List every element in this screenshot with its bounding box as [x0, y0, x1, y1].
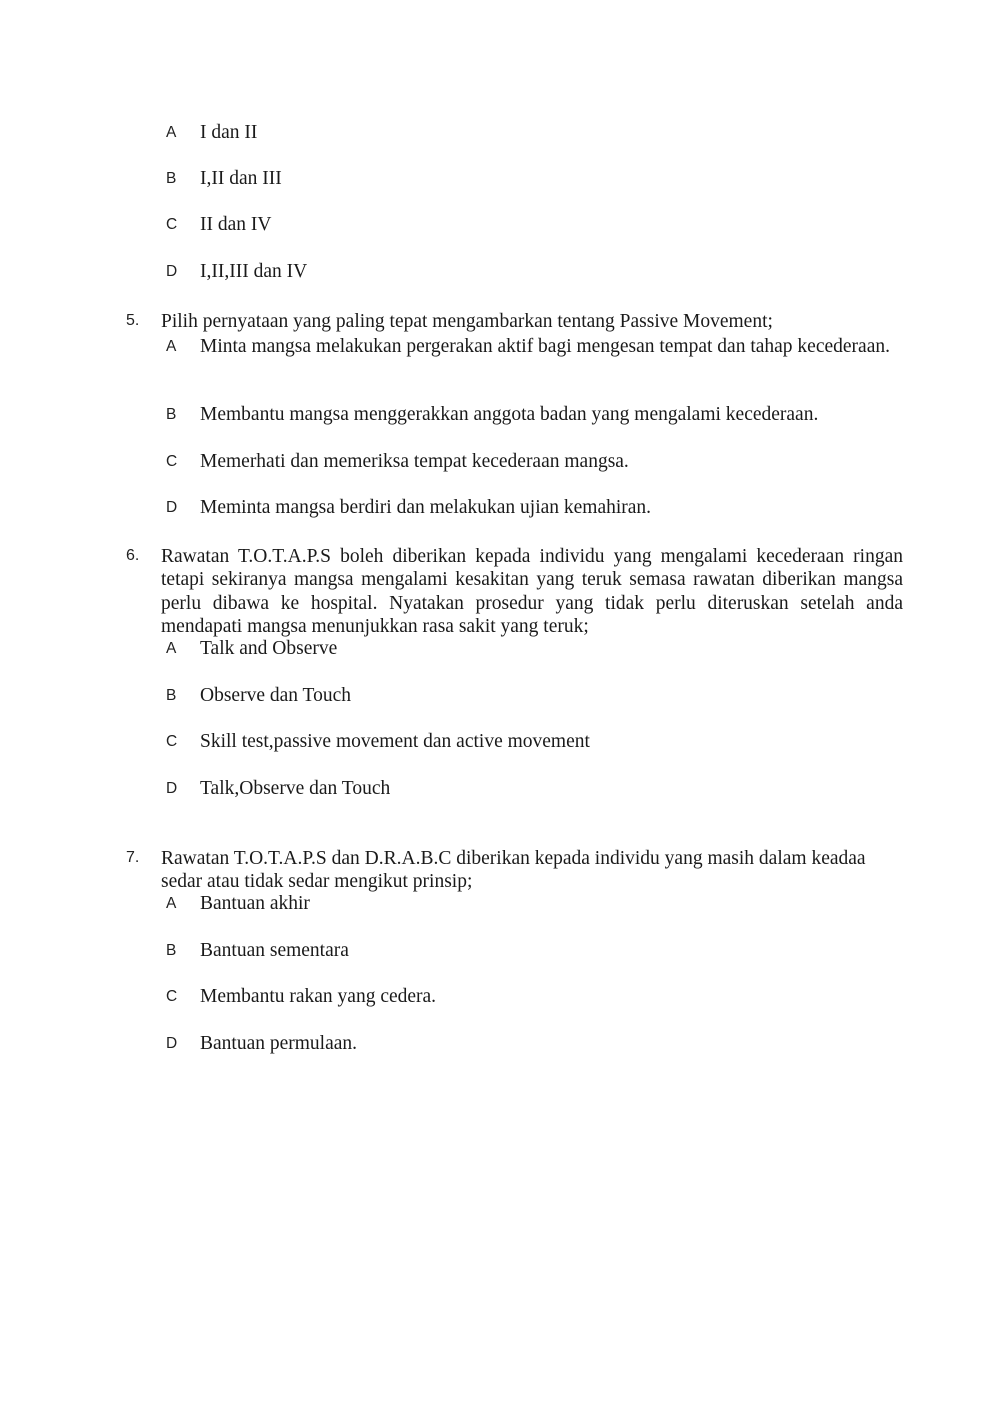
option-letter: B — [166, 406, 177, 423]
option-letter: C — [166, 216, 178, 233]
option-text: Memerhati dan memeriksa tempat kecederaan mangsa. — [200, 451, 629, 472]
option-text: Minta mangsa melakukan pergerakan aktif bagi mengesan tempat dan tahap kecederaan. — [200, 336, 890, 357]
option-letter: D — [166, 263, 178, 280]
option-text: Skill test,passive movement dan active movement — [200, 731, 590, 752]
option-text: Bantuan sementara — [200, 940, 349, 961]
option-letter: D — [166, 499, 178, 516]
option-text: Membantu rakan yang cedera. — [200, 986, 437, 1007]
option-letter: D — [166, 780, 178, 797]
question-text: Rawatan T.O.T.A.P.S dan D.R.A.B.C diberikan kepada individu yang masih dalam keadaa sedar atau tidak sedar mengikut prinsip; — [161, 848, 866, 893]
option-text: Bantuan akhir — [200, 893, 310, 914]
question-number: 7. — [126, 849, 140, 866]
option-text: Observe dan Touch — [200, 685, 351, 706]
option-text: I,II,III dan IV — [200, 261, 308, 282]
option-letter: A — [166, 338, 177, 355]
option-letter: C — [166, 453, 178, 470]
question-number: 6. — [126, 547, 140, 564]
option-text: Membantu mangsa menggerakkan anggota badan yang mengalami kecederaan. — [200, 404, 819, 425]
option-letter: B — [166, 687, 177, 704]
question-text: Rawatan T.O.T.A.P.S boleh diberikan kepada individu yang mengalami kecederaan ringan tetapi sekiranya mangsa mengalami kesakitan yang teruk semasa rawatan diberikan mangsa perlu dibawa ke hospital. Nyatakan prosedur yang tidak perlu diteruskan setelah anda mendapati mangsa menunjukkan rasa sakit yang teruk; — [161, 546, 903, 637]
question-number: 5. — [126, 312, 140, 329]
option-text: I dan II — [200, 122, 258, 143]
option-letter: B — [166, 942, 177, 959]
option-text: Meminta mangsa berdiri dan melakukan ujian kemahiran. — [200, 497, 652, 518]
option-text: I,II dan III — [200, 168, 282, 189]
option-text: II dan IV — [200, 214, 272, 235]
question-text: Pilih pernyataan yang paling tepat mengambarkan tentang Passive Movement; — [161, 311, 773, 332]
option-letter: A — [166, 895, 177, 912]
option-letter: C — [166, 988, 178, 1005]
option-letter: A — [166, 124, 177, 141]
option-letter: A — [166, 640, 177, 657]
option-letter: D — [166, 1035, 178, 1052]
option-text: Talk,Observe dan Touch — [200, 778, 391, 799]
option-letter: B — [166, 170, 177, 187]
option-text: Bantuan permulaan. — [200, 1033, 358, 1054]
option-letter: C — [166, 733, 178, 750]
option-text: Talk and Observe — [200, 638, 338, 659]
